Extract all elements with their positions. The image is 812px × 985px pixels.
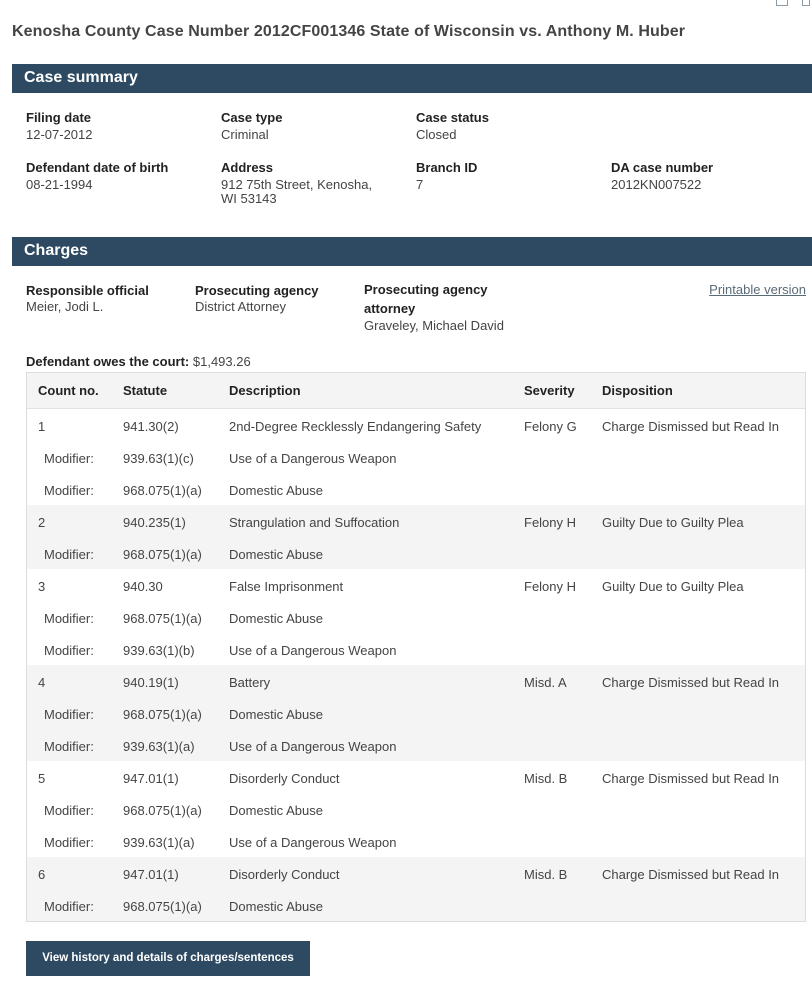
cell-statute: 947.01(1) [123, 771, 179, 786]
cell-count: Modifier: [44, 547, 94, 562]
cell-description: 2nd-Degree Recklessly Endangering Safety [229, 419, 482, 434]
charge-group [27, 569, 805, 665]
cell-severity: Felony H [524, 579, 577, 594]
table-row [27, 761, 805, 793]
modifier-row [27, 633, 805, 665]
responsible-official-label: Responsible official [26, 283, 149, 298]
case-type-field [221, 110, 282, 142]
cell-description: Disorderly Conduct [229, 771, 340, 786]
cell-statute: 940.235(1) [123, 515, 186, 530]
cell-count: 3 [38, 579, 46, 594]
table-header [27, 373, 805, 409]
cell-statute: 968.075(1)(a) [123, 483, 202, 498]
cell-description: False Imprisonment [229, 579, 344, 594]
cell-disposition: Guilty Due to Guilty Plea [602, 515, 744, 530]
charge-group [27, 505, 805, 569]
cell-disposition: Charge Dismissed but Read In [602, 771, 780, 786]
cell-description: Domestic Abuse [229, 547, 323, 562]
cell-count: Modifier: [44, 899, 94, 914]
cell-severity: Misd. B [524, 867, 568, 882]
prosecuting-attorney-label-1: Prosecuting agency [364, 282, 488, 297]
header-disposition: Disposition [602, 383, 673, 398]
cell-statute: 947.01(1) [123, 867, 179, 882]
cell-description: Strangulation and Suffocation [229, 515, 400, 530]
branch-id-field [416, 160, 477, 192]
table-row [27, 409, 805, 441]
printable-version-link[interactable]: Printable version [709, 282, 806, 297]
cell-statute: 939.63(1)(b) [123, 643, 195, 658]
cell-count: 1 [38, 419, 46, 434]
filing-date-label: Filing date [26, 110, 91, 125]
cell-description: Use of a Dangerous Weapon [229, 835, 397, 850]
da-case-number-value: 2012KN007522 [611, 177, 702, 192]
cell-count: Modifier: [44, 643, 94, 658]
cell-count: 6 [38, 867, 46, 882]
da-case-number-label: DA case number [611, 160, 714, 175]
cell-description: Use of a Dangerous Weapon [229, 739, 397, 754]
case-status-label: Case status [416, 110, 489, 125]
branch-id-label: Branch ID [416, 160, 478, 175]
cell-count: Modifier: [44, 451, 94, 466]
case-status-field [416, 110, 489, 142]
cell-count: Modifier: [44, 611, 94, 626]
table-row [27, 665, 805, 697]
header-severity: Severity [524, 383, 575, 398]
table-row [27, 569, 805, 601]
cell-statute: 939.63(1)(c) [123, 451, 194, 466]
cell-disposition: Charge Dismissed but Read In [602, 867, 780, 882]
prosecuting-agency-label: Prosecuting agency [195, 283, 319, 298]
modifier-row [27, 441, 805, 473]
cell-description: Domestic Abuse [229, 803, 323, 818]
case-summary-header: Case summary [12, 64, 812, 93]
cell-count: 2 [38, 515, 46, 530]
filing-date-field [26, 110, 93, 142]
cell-statute: 941.30(2) [123, 419, 179, 434]
responsible-official-field [26, 283, 149, 314]
cell-count: Modifier: [44, 803, 94, 818]
cell-count: Modifier: [44, 739, 94, 754]
header-description: Description [229, 383, 301, 398]
modifier-row [27, 601, 805, 633]
header-count: Count no. [38, 383, 99, 398]
modifier-row [27, 825, 805, 857]
branch-id-value: 7 [416, 177, 424, 192]
cell-description: Domestic Abuse [229, 483, 323, 498]
cell-count: 4 [38, 675, 46, 690]
address-field [221, 160, 372, 206]
modifier-row [27, 537, 805, 569]
cell-statute: 968.075(1)(a) [123, 899, 202, 914]
view-history-button[interactable]: View history and details of charges/sentences [26, 941, 310, 976]
top-toolbar [752, 0, 812, 6]
defendant-dob-value: 08-21-1994 [26, 177, 93, 192]
header-statute: Statute [123, 383, 168, 398]
cell-description: Disorderly Conduct [229, 867, 340, 882]
cell-description: Battery [229, 675, 271, 690]
cell-statute: 940.30 [123, 579, 163, 594]
cell-count: 5 [38, 771, 46, 786]
filing-date-value: 12-07-2012 [26, 127, 93, 142]
cell-description: Domestic Abuse [229, 707, 323, 722]
cell-disposition: Charge Dismissed but Read In [602, 675, 780, 690]
table-body [27, 409, 805, 921]
cell-description: Domestic Abuse [229, 899, 323, 914]
cell-severity: Misd. B [524, 771, 568, 786]
amount-owed-value: $1,493.26 [192, 354, 251, 369]
table-row [27, 857, 805, 889]
prosecuting-agency-field [195, 283, 319, 314]
responsible-official-value: Meier, Jodi L. [26, 299, 104, 314]
cell-disposition: Guilty Due to Guilty Plea [602, 579, 744, 594]
table-row [27, 505, 805, 537]
page-title: Kenosha County Case Number 2012CF001346 State of Wisconsin vs. Anthony M. Huber [12, 23, 686, 40]
amount-owed-label: Defendant owes the court: [26, 354, 190, 369]
address-line2: WI 53143 [221, 191, 277, 206]
cell-severity: Felony G [524, 419, 577, 434]
address-label: Address [221, 160, 274, 175]
modifier-row [27, 793, 805, 825]
charge-group [27, 665, 805, 761]
export-icon[interactable] [776, 0, 788, 6]
cell-statute: 940.19(1) [123, 675, 179, 690]
modifier-row [27, 729, 805, 761]
prosecuting-attorney-label-2: attorney [364, 301, 416, 316]
case-status-value: Closed [416, 127, 457, 142]
amount-owed [26, 354, 251, 369]
da-case-number-field [611, 160, 713, 192]
case-type-label: Case type [221, 110, 283, 125]
defendant-dob-field [26, 160, 168, 192]
cell-statute: 968.075(1)(a) [123, 611, 202, 626]
cell-description: Domestic Abuse [229, 611, 323, 626]
charge-group [27, 857, 805, 921]
prosecuting-attorney-value: Graveley, Michael David [364, 318, 504, 333]
cell-statute: 968.075(1)(a) [123, 547, 202, 562]
defendant-dob-label: Defendant date of birth [26, 160, 169, 175]
cell-count: Modifier: [44, 835, 94, 850]
cell-severity: Misd. A [524, 675, 567, 690]
cell-statute: 968.075(1)(a) [123, 803, 202, 818]
charges-header: Charges [12, 237, 812, 266]
cell-statute: 939.63(1)(a) [123, 835, 195, 850]
print-icon[interactable] [802, 0, 810, 6]
cell-count: Modifier: [44, 483, 94, 498]
cell-statute: 939.63(1)(a) [123, 739, 195, 754]
prosecuting-attorney-field [364, 283, 504, 333]
prosecuting-agency-value: District Attorney [195, 299, 287, 314]
cell-disposition: Charge Dismissed but Read In [602, 419, 780, 434]
modifier-row [27, 473, 805, 505]
charges-table [26, 372, 806, 922]
charge-group [27, 409, 805, 505]
cell-statute: 968.075(1)(a) [123, 707, 202, 722]
modifier-row [27, 889, 805, 921]
cell-description: Use of a Dangerous Weapon [229, 451, 397, 466]
cell-severity: Felony H [524, 515, 577, 530]
case-type-value: Criminal [221, 127, 269, 142]
address-line1: 912 75th Street, Kenosha, [221, 177, 373, 192]
cell-count: Modifier: [44, 707, 94, 722]
charge-group [27, 761, 805, 857]
modifier-row [27, 697, 805, 729]
cell-description: Use of a Dangerous Weapon [229, 643, 397, 658]
